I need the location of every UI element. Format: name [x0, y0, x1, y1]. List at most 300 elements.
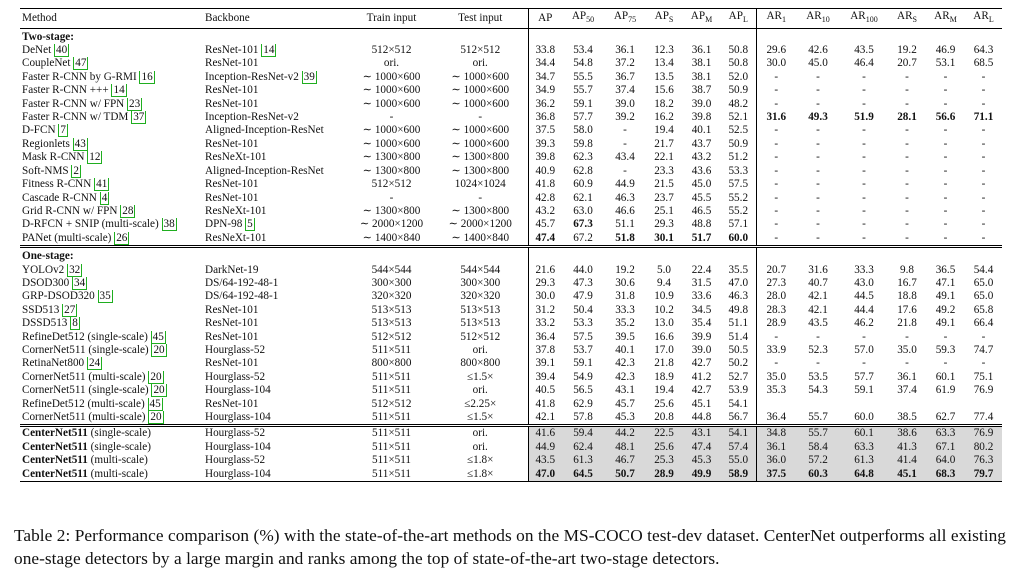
metric-cell: 54.9	[573, 370, 593, 383]
metric-cell: -	[774, 357, 779, 370]
metric-cell: 43.2	[535, 204, 556, 217]
metric-cell: 49.2	[935, 303, 956, 316]
metric-cell: -	[905, 164, 909, 177]
backbone-cell: Hourglass-52	[205, 454, 266, 467]
metric-cell: 45.0	[808, 57, 828, 70]
citation: 20	[150, 411, 162, 424]
column-header: $AP_L$	[721, 9, 756, 29]
metric-cell: 43.0	[854, 276, 874, 289]
backbone-cell: Hourglass-104	[203, 468, 350, 482]
metric-cell: -	[816, 164, 820, 177]
metric-cell: 36.4	[766, 411, 787, 424]
metric-cell: 59.1	[573, 97, 593, 110]
table-row	[20, 84, 1002, 97]
table-row	[20, 205, 1002, 218]
train-input-cell: 511×511	[350, 426, 433, 441]
metric-cell: 40.1	[691, 124, 712, 137]
centernet-row	[20, 441, 1002, 454]
method-cell: CornerNet511 (multi-scale) 20	[22, 411, 162, 424]
metric-cell: 56.6	[935, 111, 956, 124]
metric-cell: 59.1	[854, 384, 874, 397]
metric-cell: 41.3	[888, 441, 926, 454]
metric-cell: 39.0	[691, 97, 712, 110]
metric-cell: 71.1	[973, 111, 994, 124]
metric-cell: 53.5	[808, 370, 828, 383]
test-input-cell: -	[433, 192, 528, 205]
metric-cell: -	[862, 330, 866, 343]
metric-cell: 44.5	[854, 290, 874, 303]
metric-cell: 58.0	[573, 124, 593, 137]
metric-cell: 21.5	[654, 178, 674, 191]
test-input-cell: 512×512	[433, 331, 528, 344]
metric-cell: 35.2	[615, 317, 635, 330]
metric-cell: 34.9	[535, 84, 556, 97]
metric-cell: 9.8	[900, 263, 914, 276]
metric-cell	[756, 398, 796, 411]
empty-cell	[203, 247, 350, 264]
metric-cell: 67.3	[573, 218, 593, 231]
metric-cell: 53.3	[573, 317, 593, 330]
metric-cell: 31.2	[535, 303, 556, 316]
empty-cell	[433, 247, 528, 264]
table-row	[20, 331, 1002, 344]
metric-cell: 16.2	[654, 111, 674, 124]
metric-cell: 39.5	[615, 330, 635, 343]
metric-cell: 57.5	[573, 330, 593, 343]
empty-cell	[721, 28, 756, 44]
citation: 20	[153, 384, 165, 397]
metric-cell: 65.8	[973, 303, 994, 316]
table-row	[20, 57, 1002, 70]
metric-cell: 47.0	[528, 468, 562, 482]
backbone-cell: Hourglass-52	[203, 426, 350, 441]
method-cell: Faster R-CNN w/ FPN 23	[22, 97, 141, 110]
table-row	[20, 411, 1002, 426]
backbone-cell: ResNet-101	[205, 97, 259, 110]
citation: 4	[101, 191, 108, 204]
metric-cell: 57.7	[854, 370, 874, 383]
column-header-subscript: L	[742, 15, 748, 25]
metric-cell: 59.3	[935, 343, 956, 356]
metric-cell: 36.5	[935, 263, 956, 276]
metric-cell: 36.0	[756, 454, 796, 467]
metric-cell: 58.9	[721, 468, 756, 482]
column-header: Train input	[350, 9, 433, 29]
metric-cell: 34.8	[756, 426, 796, 441]
metric-cell: -	[862, 164, 866, 177]
train-input-cell: ori.	[383, 57, 400, 70]
metric-cell: 61.3	[562, 454, 604, 467]
metric-cell: 28.1	[897, 111, 917, 124]
metric-cell: -	[862, 231, 866, 244]
metric-cell: 55.7	[573, 84, 593, 97]
metric-cell: -	[623, 137, 627, 150]
metric-cell: 62.4	[562, 441, 604, 454]
metric-cell: 36.8	[535, 111, 556, 124]
metric-cell: 54.1	[721, 426, 756, 441]
backbone-cell: ResNeXt-101	[205, 231, 267, 244]
metric-cell: -	[816, 231, 820, 244]
test-input-cell: ∼ 1300×800	[433, 151, 528, 164]
backbone-cell: ResNet-101	[205, 191, 259, 204]
metric-cell: 39.0	[615, 97, 635, 110]
metric-cell: 41.8	[535, 397, 556, 410]
metric-cell: 51.7	[691, 231, 712, 244]
metric-cell: 38.5	[897, 411, 917, 424]
metric-cell: 54.8	[573, 57, 593, 70]
metric-cell: 39.8	[535, 151, 556, 164]
metric-cell: -	[774, 164, 779, 177]
method-cell: PANet (multi-scale) 26	[22, 231, 128, 244]
backbone-cell: ResNet-101 14	[205, 44, 275, 57]
train-input-cell: 512×512	[371, 397, 412, 410]
method-cell: RefineDet512 (multi-scale) 45	[22, 397, 161, 410]
metric-cell: 53.3	[721, 165, 756, 178]
metric-cell: 49.1	[935, 290, 956, 303]
metric-cell: 28.0	[766, 290, 787, 303]
metric-cell: 74.7	[973, 343, 994, 356]
metric-cell: 21.8	[654, 357, 674, 370]
metric-cell: 21.8	[897, 317, 917, 330]
empty-cell	[350, 28, 433, 44]
metric-cell: 60.1	[840, 426, 888, 441]
backbone-cell: Inception-ResNet-v2	[205, 111, 299, 124]
empty-cell	[433, 28, 528, 44]
train-input-cell: -	[389, 111, 394, 124]
citation: 23	[129, 97, 141, 110]
train-input-cell: 320×320	[371, 290, 412, 303]
metric-cell: 45.1	[888, 468, 926, 482]
metric-cell: 52.3	[808, 343, 828, 356]
train-input-cell: ∼ 1400×840	[362, 231, 421, 244]
metric-cell: -	[862, 84, 866, 97]
citation: 38	[163, 218, 175, 231]
metric-cell: 41.2	[691, 370, 712, 383]
table-row	[20, 277, 1002, 290]
table-row	[20, 218, 1002, 231]
metric-cell: -	[981, 231, 986, 244]
test-input-cell: ori.	[433, 57, 528, 70]
test-input-cell: ori.	[433, 344, 528, 357]
metric-cell: 36.2	[535, 97, 556, 110]
metric-cell: 28.9	[766, 317, 787, 330]
method-name-bold: CenterNet511	[22, 440, 88, 453]
empty-cell	[796, 247, 840, 264]
method-cell: Fitness R-CNN 41	[22, 178, 108, 191]
table-row	[20, 111, 1002, 124]
metric-cell: 31.5	[691, 276, 712, 289]
metric-cell: -	[981, 70, 986, 83]
metric-cell: 55.7	[796, 426, 840, 441]
train-input-cell: 511×511	[371, 384, 412, 397]
train-input-cell: 512×512	[371, 44, 412, 57]
metric-cell: 29.3	[535, 276, 556, 289]
method-cell: Mask R-CNN 12	[22, 151, 101, 164]
metric-cell: 47.4	[682, 441, 721, 454]
backbone-cell: ResNet-101	[205, 357, 259, 370]
metric-cell: 5.0	[657, 263, 671, 276]
metric-cell: 39.3	[535, 137, 556, 150]
train-input-cell: 512×512	[371, 330, 412, 343]
metric-cell: 30.0	[766, 57, 787, 70]
metric-cell: 51.1	[721, 317, 756, 330]
column-header-subscript: S	[912, 15, 917, 25]
metric-cell: -	[816, 97, 820, 110]
metric-cell: -	[943, 191, 948, 204]
metric-cell: 39.0	[691, 343, 712, 356]
metric-cell: 45.0	[691, 178, 712, 191]
metric-cell: 43.6	[691, 164, 712, 177]
metric-cell: 35.3	[766, 384, 787, 397]
empty-cell	[796, 28, 840, 44]
backbone-cell: Inception-ResNet-v2 39	[205, 70, 315, 83]
test-input-cell: ≤1.5×	[433, 371, 528, 384]
column-header-subscript: 10	[821, 15, 830, 25]
metric-cell: 42.7	[691, 357, 712, 370]
metric-cell: 46.4	[854, 57, 874, 70]
train-input-cell: ∼ 1300×800	[362, 151, 421, 164]
metric-cell: 76.9	[973, 384, 994, 397]
metric-cell: 51.2	[721, 151, 756, 164]
method-cell: D-RFCN + SNIP (multi-scale) 38	[22, 218, 175, 231]
train-input-cell: 544×544	[371, 263, 412, 276]
metric-cell: -	[816, 191, 820, 204]
metric-cell: -	[981, 330, 986, 343]
metric-cell: -	[862, 357, 866, 370]
metric-cell: 31.6	[808, 263, 828, 276]
metric-cell: 52.5	[721, 124, 756, 137]
empty-cell	[926, 247, 965, 264]
metric-cell: 55.2	[721, 192, 756, 205]
backbone-cell: Hourglass-52	[205, 370, 266, 383]
metric-cell: 17.0	[654, 343, 674, 356]
train-input-cell: -	[389, 191, 394, 204]
metric-cell: 46.9	[935, 44, 956, 57]
table-row	[20, 124, 1002, 137]
metric-cell: -	[981, 84, 986, 97]
metric-cell: 33.8	[535, 44, 556, 57]
empty-cell	[756, 247, 796, 264]
metric-cell: 22.4	[691, 263, 712, 276]
test-input-cell: 544×544	[433, 264, 528, 277]
metric-cell: 42.6	[808, 44, 828, 57]
metric-cell: 15.6	[654, 84, 674, 97]
method-cell: Regionlets 43	[22, 137, 86, 150]
metric-cell: -	[862, 191, 866, 204]
backbone-cell: ResNet-101	[205, 137, 259, 150]
metric-cell: 47.4	[535, 231, 556, 244]
metric-cell: 44.8	[691, 411, 712, 424]
train-input-cell: 511×511	[371, 454, 412, 467]
test-input-cell: ∼ 1000×600	[433, 124, 528, 137]
metric-cell: 36.1	[615, 44, 635, 57]
column-header: $AR_S$	[888, 9, 926, 29]
test-input-cell: ∼ 2000×1200	[433, 218, 528, 231]
metric-cell: -	[816, 178, 820, 191]
results-table-container	[20, 8, 1002, 482]
backbone-cell: DS/64-192-48-1	[205, 276, 279, 289]
metric-cell: 18.9	[654, 370, 674, 383]
metric-cell: 60.0	[721, 232, 756, 247]
metric-cell: 57.7	[573, 111, 593, 124]
method-cell: CenterNet511 (multi-scale)	[22, 454, 148, 467]
metric-cell: 43.5	[854, 44, 874, 57]
metric-cell: -	[943, 218, 948, 231]
test-input-cell: ∼ 1000×600	[433, 71, 528, 84]
metric-cell: 55.7	[808, 411, 828, 424]
test-input-cell: ∼ 1400×840	[433, 232, 528, 247]
metric-cell: -	[862, 218, 866, 231]
metric-cell: 76.3	[965, 454, 1002, 467]
citation: 43	[74, 137, 86, 150]
metric-cell: 37.5	[535, 124, 556, 137]
metric-cell: 41.4	[888, 454, 926, 467]
metric-cell: -	[774, 218, 779, 231]
centernet-row	[20, 454, 1002, 467]
metric-cell: 50.8	[721, 57, 756, 70]
metric-cell: 38.7	[691, 84, 712, 97]
metric-cell: 18.8	[897, 290, 917, 303]
metric-cell: 19.2	[897, 44, 917, 57]
metric-cell: -	[905, 330, 909, 343]
metric-cell	[888, 398, 926, 411]
metric-cell: -	[905, 191, 909, 204]
train-input-cell: 511×511	[371, 370, 412, 383]
metric-cell: 76.9	[965, 426, 1002, 441]
metric-cell: 50.9	[721, 138, 756, 151]
metric-cell: -	[981, 218, 986, 231]
metric-cell: -	[774, 178, 779, 191]
column-header: $AR_{100}$	[840, 9, 888, 29]
metric-cell: 43.5	[528, 454, 562, 467]
metric-cell: 17.6	[897, 303, 917, 316]
backbone-cell: ResNeXt-101	[205, 204, 267, 217]
metric-cell: 49.8	[721, 304, 756, 317]
metric-cell: -	[774, 84, 779, 97]
metric-cell: 48.1	[604, 441, 646, 454]
metric-cell: 59.1	[573, 357, 593, 370]
train-input-cell: ∼ 1000×600	[362, 97, 421, 110]
metric-cell: 42.7	[691, 384, 712, 397]
method-cell: Faster R-CNN +++ 14	[22, 84, 125, 97]
metric-cell: 62.8	[573, 164, 593, 177]
metric-cell: 36.1	[756, 441, 796, 454]
table-row	[20, 151, 1002, 164]
metric-cell: 39.1	[535, 357, 556, 370]
metric-cell: 35.0	[897, 343, 917, 356]
empty-cell	[350, 247, 433, 264]
method-name-bold: CenterNet511	[22, 467, 88, 480]
section-header-row	[20, 28, 1002, 44]
method-name-bold: CenterNet511	[22, 454, 88, 467]
empty-cell	[528, 28, 562, 44]
metric-cell: -	[816, 204, 820, 217]
metric-cell: -	[774, 191, 779, 204]
citation: 35	[99, 290, 111, 303]
table-row	[20, 138, 1002, 151]
table-row	[20, 71, 1002, 84]
metric-cell: 57.5	[721, 178, 756, 191]
metric-cell: 44.2	[604, 426, 646, 441]
table-row	[20, 264, 1002, 277]
backbone-cell: Aligned-Inception-ResNet	[205, 124, 324, 137]
table-row	[20, 384, 1002, 397]
metric-cell: 40.7	[808, 276, 828, 289]
empty-cell	[682, 247, 721, 264]
citation: 47	[75, 57, 87, 70]
method-name-bold: CenterNet511	[22, 427, 88, 440]
metric-cell: 57.8	[573, 411, 593, 424]
method-cell: Faster R-CNN w/ TDM 37	[22, 111, 145, 124]
metric-cell: 58.4	[796, 441, 840, 454]
caption-text: Table 2: Performance comparison (%) with the state-of-the-art methods on the MS-COCO test-dev dataset. CenterNet outperforms all existing one-stage detectors by a large margin and ranks among the top of state-of-the-art two-stage detectors.	[14, 526, 1006, 568]
metric-cell: -	[774, 97, 779, 110]
backbone-cell: Hourglass-104	[205, 440, 271, 453]
metric-cell: 35.4	[691, 317, 712, 330]
metric-cell: -	[862, 70, 866, 83]
metric-cell: 55.5	[573, 70, 593, 83]
table-body	[20, 28, 1002, 481]
metric-cell: 79.7	[965, 468, 1002, 482]
metric-cell: 46.6	[615, 204, 635, 217]
metric-cell: 37.5	[756, 468, 796, 482]
metric-cell: 36.7	[615, 70, 635, 83]
metric-cell: 33.3	[615, 303, 635, 316]
metric-cell: 34.5	[691, 303, 712, 316]
metric-cell: 31.8	[615, 290, 635, 303]
metric-cell: 52.0	[721, 71, 756, 84]
metric-cell	[796, 398, 840, 411]
metric-cell: -	[774, 137, 779, 150]
metric-cell: 40.5	[535, 384, 556, 397]
empty-cell	[965, 247, 1002, 264]
metric-cell: -	[905, 178, 909, 191]
method-cell: YOLOv2 32	[22, 263, 81, 276]
train-input-cell: ∼ 2000×1200	[359, 218, 424, 231]
metric-cell: 62.1	[573, 191, 593, 204]
centernet-row	[20, 426, 1002, 441]
metric-cell: 46.2	[854, 317, 874, 330]
table-row	[20, 371, 1002, 384]
metric-cell: -	[862, 97, 866, 110]
train-input-cell: 511×511	[371, 343, 412, 356]
metric-cell: -	[943, 137, 948, 150]
train-input-cell: 511×511	[350, 468, 433, 482]
metric-cell: -	[774, 124, 779, 137]
metric-cell: 50.4	[573, 303, 593, 316]
metric-cell: -	[943, 178, 948, 191]
train-input-cell: 511×511	[371, 411, 412, 424]
citation: 45	[152, 330, 164, 343]
train-input-cell: ∼ 1000×600	[362, 70, 421, 83]
citation: 20	[150, 370, 162, 383]
metric-cell: 62.7	[935, 411, 956, 424]
column-header: Test input	[433, 9, 528, 29]
method-cell: CornerNet511 (multi-scale) 20	[22, 370, 162, 383]
backbone-cell: ResNet-101	[205, 397, 259, 410]
empty-cell	[604, 247, 646, 264]
table-row	[20, 304, 1002, 317]
metric-cell: -	[981, 357, 986, 370]
metric-cell: 22.1	[654, 151, 674, 164]
metric-cell: -	[943, 97, 948, 110]
column-header: $AP_M$	[682, 9, 721, 29]
metric-cell: 44.4	[854, 303, 874, 316]
metric-cell: 9.4	[657, 276, 671, 289]
empty-cell	[888, 28, 926, 44]
metric-cell: 55.2	[721, 205, 756, 218]
column-header: $AR_M$	[926, 9, 965, 29]
